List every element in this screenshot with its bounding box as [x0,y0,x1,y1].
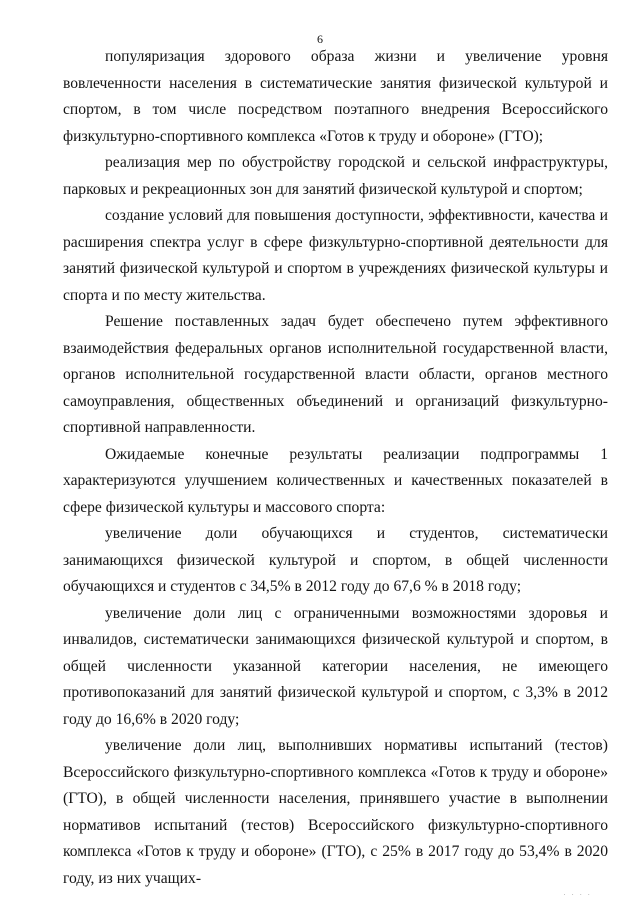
paragraph-popularization: популяризация здорового образа жизни и увеличение уровня вовлеченности населения в систематические занятия физической культурой и спортом, в том числе посредством поэтапного внедрения Всероссийского физкультурно-спортивного комплекса «Готов к труду и обороне» (ГТО); [63,48,608,145]
paragraph-gto-share: увеличение доли лиц, выполнивших нормативы испытаний (тестов) Всероссийского физкультурно-спортивного комплекса «Готов к труду и обороне» (ГТО), в общей численности населения, принявшего участие в выполнении нормативов испытаний (тестов) Всероссийского физкультурно-спортивного комплекса «Готов к труду и обороне» (ГТО), с 25% в 2017 году до 53,4% в 2020 году, из них учащих- [63,737,608,887]
paragraph-conditions: создание условий для повышения доступности, эффективности, качества и расширения спектра услуг в сфере физкультурно-спортивной деятельности для занятий физической культурой и спортом в учреждениях физической культуры и спорта и по месту жительства. [63,207,608,304]
paragraph-disabled-share: увеличение доли лиц с ограниченными возможностями здоровья и инвалидов, систематически занимающихся физической культурой и спортом, в общей численности указанной категории населения, не имеющего противопоказаний для занятий физической культурой и спортом, с 3,3% в 2012 году до 16,6% в 2020 году; [63,604,608,728]
paragraph-students-share: увеличение доли обучающихся и студентов, систематически занимающихся физической культурой и спортом, в общей численности обучающихся и студентов с 34,5% в 2012 году до 67,6 % в 2018 году; [63,525,608,595]
paragraph-cooperation: Решение поставленных задач будет обеспечено путем эффективного взаимодействия федеральных органов исполнительной государственной власти, органов исполнительной государственной власти области, органов местного самоуправления, общественных объединений и организаций физкультурно-спортивной направленности. [63,313,608,436]
page-number: 6 [317,32,323,46]
document-body [63,44,608,892]
scan-artifact-mark: · · · · [563,891,592,899]
paragraph-expected-results: Ожидаемые конечные результаты реализации подпрограммы 1 характеризуются улучшением количественных и качественных показателей в сфере физической культуры и массового спорта: [63,445,608,516]
paragraph-infrastructure: реализация мер по обустройству городской и сельской инфраструктуры, парковых и рекреационных зон для занятий физической культурой и спортом; [63,154,608,198]
